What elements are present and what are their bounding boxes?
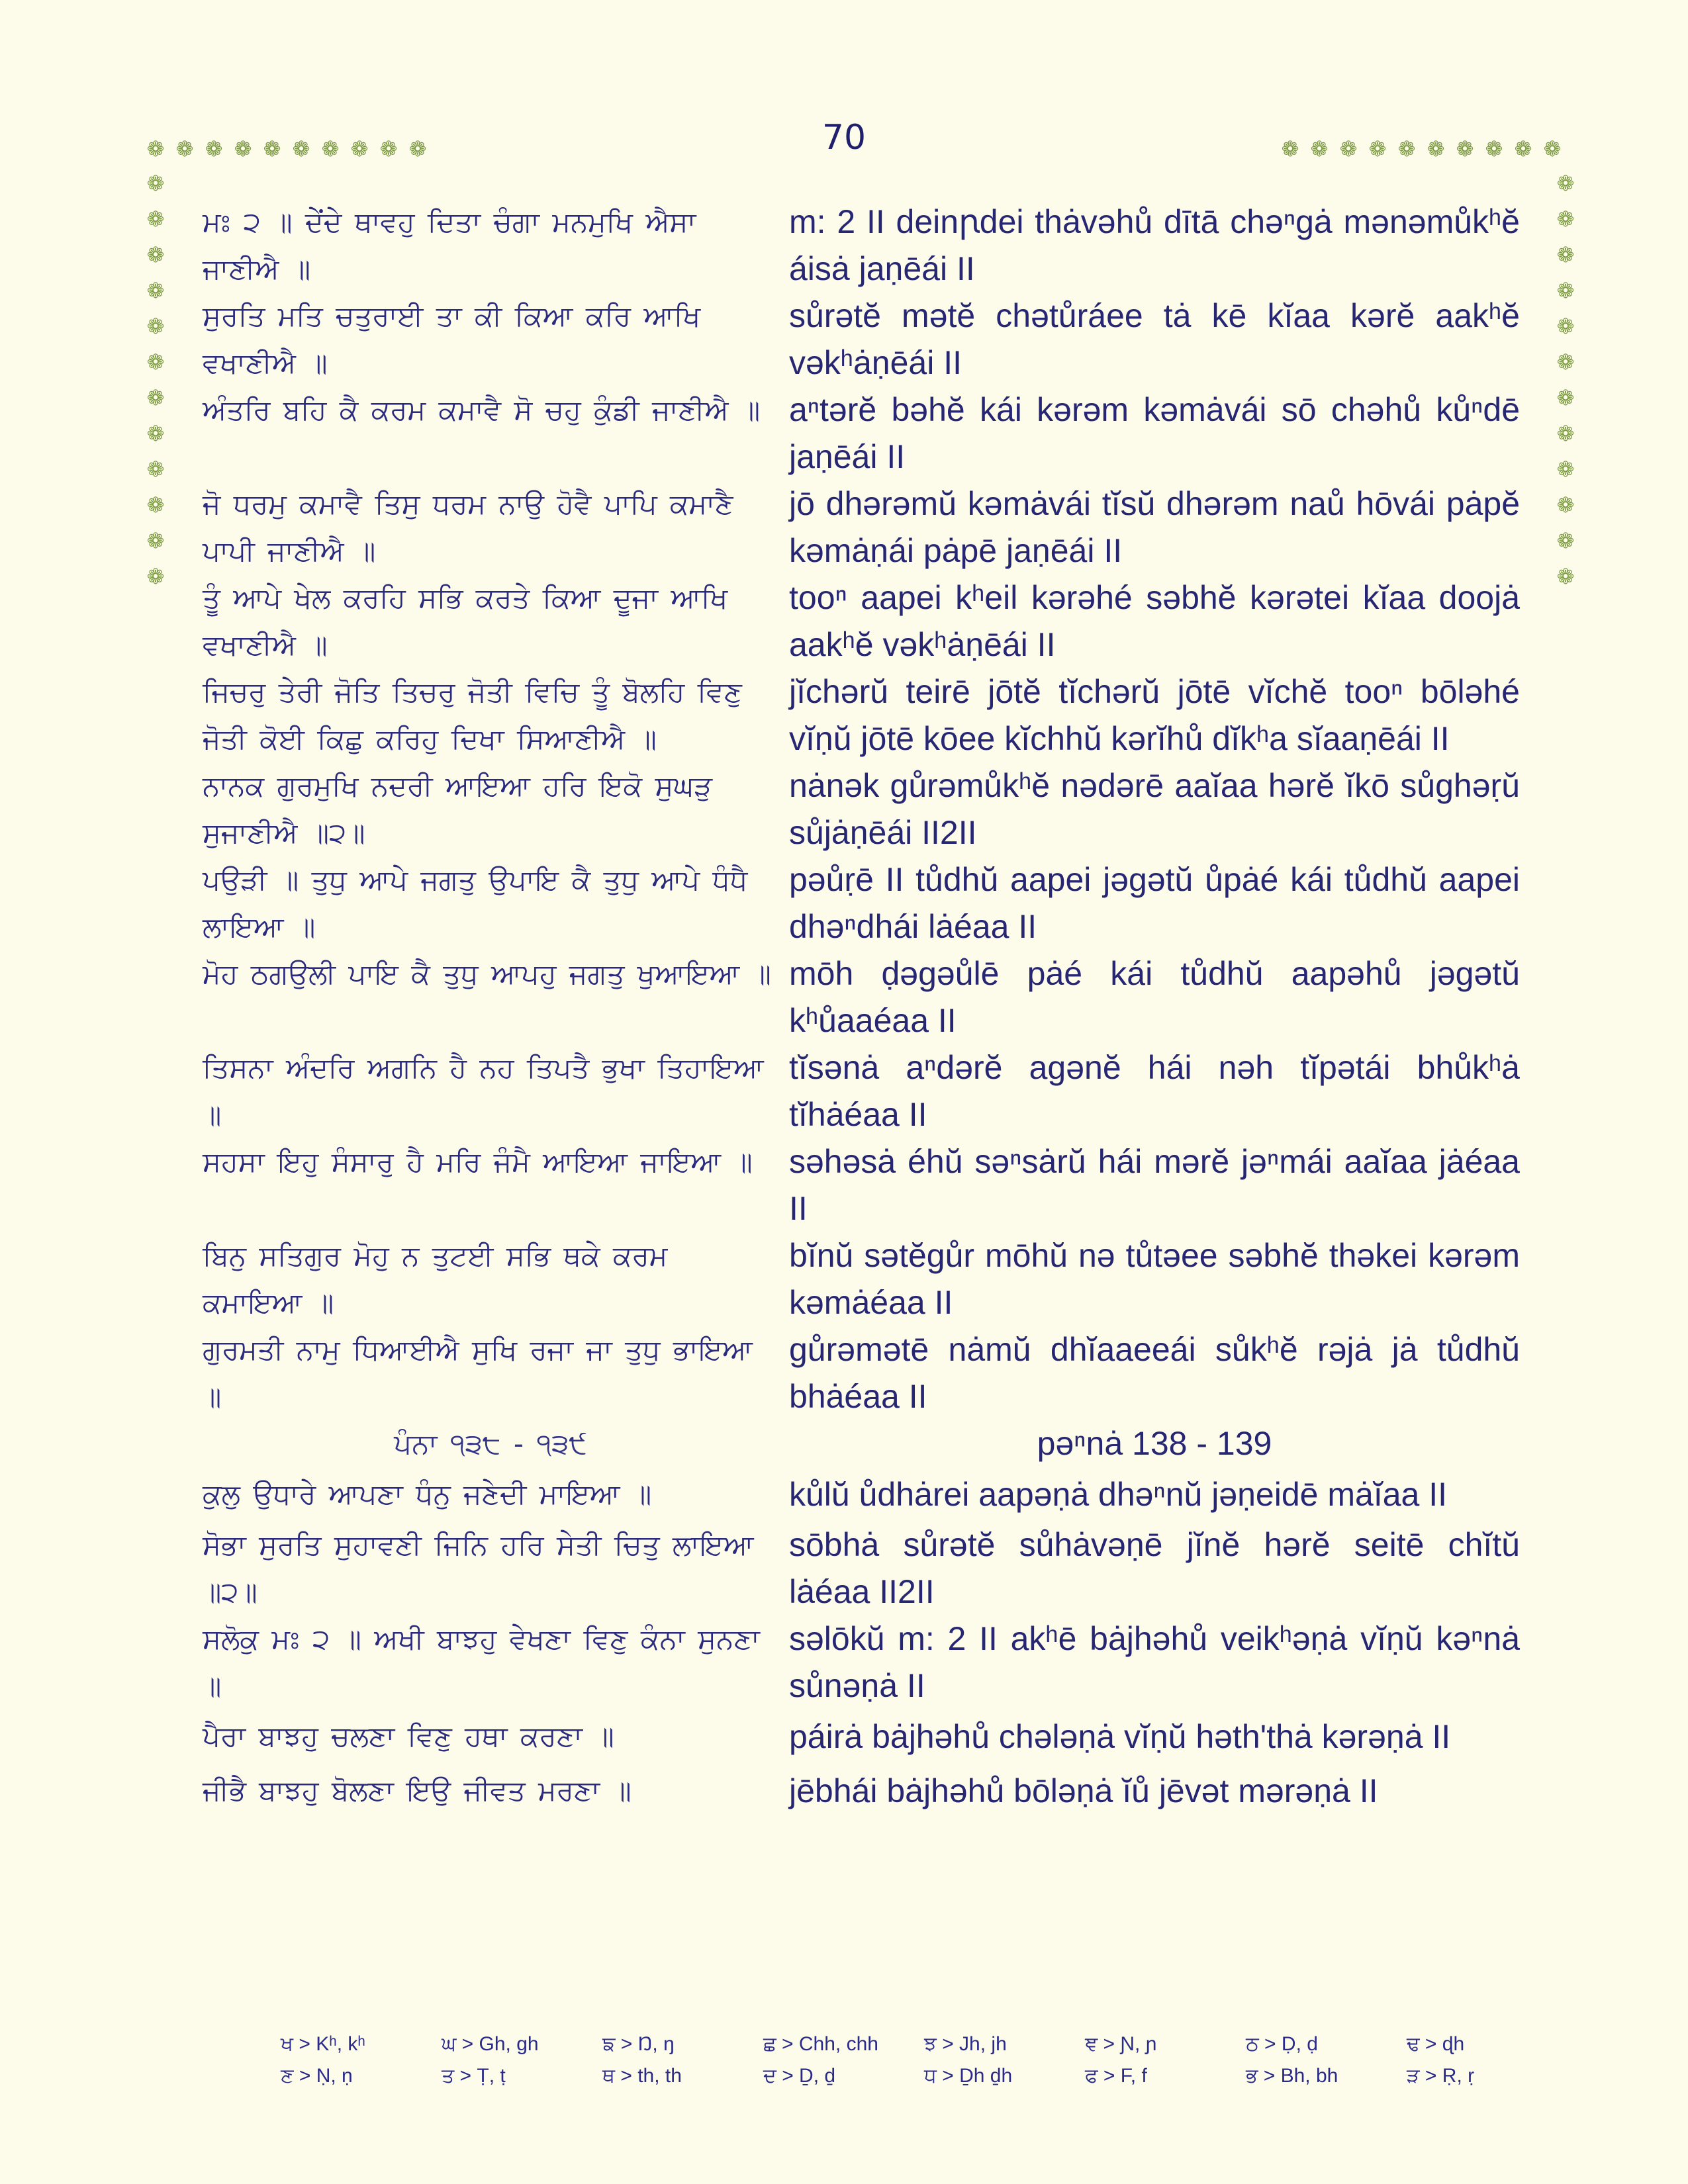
verse-row bbox=[203, 1709, 1520, 1764]
transliteration-text: m: 2 II deinꞃdei thȧvəhů dītā chəⁿgȧ mənəmůkʰĕ áisȧ jaṇēái II bbox=[789, 203, 1520, 287]
transliteration-text: jō dhərəmŭ kəmȧvái tĭsŭ dhərəm naů hōvái pȧpĕ kəmȧṇái pȧpē jaṇēái II bbox=[789, 485, 1520, 569]
verse-row bbox=[203, 387, 1520, 480]
gurmukhi-text: ਤੂੰ ਆਪੇ ਖੇਲ ਕਰਹਿ ਸਭਿ ਕਰਤੇ ਕਿਆ ਦੂਜਾ ਆਖਿ ਵਖਾਣੀਐ ॥ bbox=[203, 582, 728, 661]
transliteration-text: pəůṛē II tůdhŭ aapei jəgətŭ ůpȧé kái tůdhŭ aapei dhəⁿdhái lȧéaa II bbox=[789, 861, 1520, 945]
flower-ornament-icon: ❁ bbox=[146, 492, 165, 518]
flower-ornament-icon: ❁ bbox=[1556, 171, 1575, 196]
verse-table bbox=[203, 199, 1520, 1818]
gurmukhi-text: ਸੋਭਾ ਸੁਰਤਿ ਸੁਹਾਵਣੀ ਜਿਨਿ ਹਰਿ ਸੇਤੀ ਚਿਤੁ ਲਾਇਆ ॥੨॥ bbox=[203, 1529, 754, 1608]
transliteration-text: nȧnək gůrəmůkʰĕ nədərē aaĭaa hərĕ ĭkō sůghəṛŭ sůjȧṇēái II2II bbox=[789, 767, 1520, 851]
flower-ornament-icon: ❁ bbox=[1556, 457, 1575, 482]
flower-ornament-icon: ❁ bbox=[146, 136, 165, 161]
verse-row bbox=[203, 199, 1520, 293]
verse-row bbox=[203, 293, 1520, 387]
gurmukhi-text: ਮੋਹ ਠਗਉਲੀ ਪਾਇ ਕੈ ਤੁਧੁ ਆਪਹੁ ਜਗਤੁ ਖੁਆਇਆ ॥ bbox=[203, 958, 771, 990]
flower-ornament-icon: ❁ bbox=[1556, 492, 1575, 518]
legend-entry: ਘ > Gh, gh bbox=[442, 2033, 539, 2055]
verse-row bbox=[203, 856, 1520, 950]
gurmukhi-text: ਜਿਚਰੁ ਤੇਰੀ ਜੋਤਿ ਤਿਚਰੁ ਜੋਤੀ ਵਿਚਿ ਤੂੰ ਬੋਲਹਿ ਵਿਣੁ ਜੋਤੀ ਕੋਈ ਕਿਛੁ ਕਰਿਹੁ ਦਿਖਾ ਸਿਆਣੀਐ ॥ bbox=[203, 676, 742, 755]
flower-ornament-icon: ❁ bbox=[1310, 136, 1329, 161]
ornament-top-right bbox=[1279, 138, 1564, 164]
legend-entry: ਫ > F, f bbox=[1085, 2065, 1147, 2087]
legend-entry: ਦ > Ḏ, ḏ bbox=[763, 2065, 836, 2087]
ornament-left-column bbox=[144, 172, 167, 588]
gurmukhi-text: ਪੰਨਾ ੧੩੮ - ੧੩੯ bbox=[394, 1428, 587, 1460]
verse-row bbox=[203, 762, 1520, 856]
flower-ornament-icon: ❁ bbox=[1368, 136, 1387, 161]
flower-ornament-icon: ❁ bbox=[1556, 206, 1575, 232]
legend-entry: ਝ > Jh, jh bbox=[924, 2033, 1007, 2055]
flower-ornament-icon: ❁ bbox=[1339, 136, 1358, 161]
legend-entry: ਠ > Ḍ, ḍ bbox=[1246, 2033, 1318, 2055]
legend-entry: ਖ > Kʰ, kʰ bbox=[281, 2033, 365, 2055]
flower-ornament-icon: ❁ bbox=[146, 242, 165, 267]
gurmukhi-text: ਜੀਭੈ ਬਾਝਹੁ ਬੋਲਣਾ ਇਉ ਜੀਵਤ ਮਰਣਾ ॥ bbox=[203, 1774, 632, 1807]
flower-ornament-icon: ❁ bbox=[146, 206, 165, 232]
gurmukhi-text: ਪੈਰਾ ਬਾਝਹੁ ਚਲਣਾ ਵਿਣੁ ਹਥਾ ਕਰਣਾ ॥ bbox=[203, 1720, 614, 1752]
flower-ornament-icon: ❁ bbox=[146, 385, 165, 410]
flower-ornament-icon: ❁ bbox=[1485, 136, 1503, 161]
flower-ornament-icon: ❁ bbox=[321, 136, 340, 161]
flower-ornament-icon: ❁ bbox=[1556, 314, 1575, 339]
verse-row bbox=[203, 1615, 1520, 1709]
gurmukhi-text: ਤਿਸਨਾ ਅੰਦਰਿ ਅਗਨਿ ਹੈ ਨਹ ਤਿਪਤੈ ਭੁਖਾ ਤਿਹਾਇਆ ॥ bbox=[203, 1052, 764, 1131]
verse-row bbox=[203, 1764, 1520, 1818]
transliteration-text: jēbhái bȧjhəhů bōləṇȧ ĭů jēvət mərəṇȧ II bbox=[789, 1772, 1378, 1809]
transliteration-text: səlōkŭ m: 2 II akʰē bȧjhəhů veikʰəṇȧ vĭṇŭ kəⁿnȧ sůnəṇȧ II bbox=[789, 1620, 1520, 1704]
flower-ornament-icon: ❁ bbox=[1556, 278, 1575, 303]
flower-ornament-icon: ❁ bbox=[146, 564, 165, 589]
flower-ornament-icon: ❁ bbox=[146, 171, 165, 196]
flower-ornament-icon: ❁ bbox=[379, 136, 398, 161]
gurmukhi-text: ਨਾਨਕ ਗੁਰਮੁਖਿ ਨਦਰੀ ਆਇਆ ਹਰਿ ਇਕੋ ਸੁਘੜੁ ਸੁਜਾਣੀਐ ॥੨॥ bbox=[203, 770, 713, 849]
verse-row bbox=[203, 574, 1520, 668]
page-range-heading bbox=[203, 1420, 1520, 1467]
flower-ornament-icon: ❁ bbox=[292, 136, 310, 161]
flower-ornament-icon: ❁ bbox=[1556, 564, 1575, 589]
transliteration-text: tooⁿ aapei kʰeil kərəhé səbhĕ kərətei kĭaa doojȧ aakʰĕ vəkʰȧṇēái II bbox=[789, 579, 1520, 663]
flower-ornament-icon: ❁ bbox=[1514, 136, 1532, 161]
legend-entry: ਭ > Bh, bh bbox=[1246, 2065, 1338, 2087]
flower-ornament-icon: ❁ bbox=[234, 136, 252, 161]
verse-row bbox=[203, 1522, 1520, 1615]
legend-entry: ਣ > Ṇ, ṇ bbox=[281, 2065, 353, 2087]
legend-entry: ਧ > Ḏh ḏh bbox=[924, 2065, 1013, 2087]
transliteration-text: pəⁿnȧ 138 - 139 bbox=[1037, 1425, 1272, 1462]
transliteration-text: kůlŭ ůdhȧrei aapəṇȧ dhəⁿnŭ jəṇeidē mȧĭaa II bbox=[789, 1476, 1447, 1513]
transliteration-text: səhəsȧ éhŭ səⁿsȧrŭ hái mərĕ jəⁿmái aaĭaa jȧéaa II bbox=[789, 1143, 1520, 1227]
flower-ornament-icon: ❁ bbox=[146, 528, 165, 553]
flower-ornament-icon: ❁ bbox=[408, 136, 427, 161]
verse-row bbox=[203, 1232, 1520, 1326]
legend-entry: ਤ > Ṭ, ṭ bbox=[442, 2065, 506, 2087]
flower-ornament-icon: ❁ bbox=[1427, 136, 1445, 161]
gurmukhi-text: ਕੁਲੁ ਉਧਾਰੇ ਆਪਣਾ ਧੰਨੁ ਜਣੇਦੀ ਮਾਇਆ ॥ bbox=[203, 1478, 652, 1510]
transliteration-text: aⁿtərĕ bəhĕ kái kərəm kəmȧvái sō chəhů kůⁿdē jaṇēái II bbox=[789, 391, 1520, 475]
flower-ornament-icon: ❁ bbox=[146, 457, 165, 482]
flower-ornament-icon: ❁ bbox=[350, 136, 369, 161]
flower-ornament-icon: ❁ bbox=[146, 278, 165, 303]
legend-entry: ੜ > Ṛ, ṛ bbox=[1407, 2065, 1475, 2087]
flower-ornament-icon: ❁ bbox=[1556, 421, 1575, 446]
flower-ornament-icon: ❁ bbox=[205, 136, 223, 161]
transliteration-text: mōh ḍəgəůlē pȧé kái tůdhŭ aapəhů jəgətŭ kʰůaaéaa II bbox=[789, 955, 1520, 1039]
flower-ornament-icon: ❁ bbox=[1556, 349, 1575, 375]
legend-entry: ਢ > ɖh bbox=[1407, 2033, 1465, 2055]
verse-row bbox=[203, 1138, 1520, 1232]
flower-ornament-icon: ❁ bbox=[1556, 528, 1575, 553]
ornament-right-column bbox=[1554, 172, 1577, 588]
gurmukhi-text: ਸੁਰਤਿ ਮਤਿ ਚਤੁਰਾਈ ਤਾ ਕੀ ਕਿਆ ਕਰਿ ਆਖਿ ਵਖਾਣੀਐ ॥ bbox=[203, 300, 701, 379]
flower-ornament-icon: ❁ bbox=[1456, 136, 1474, 161]
flower-ornament-icon: ❁ bbox=[1556, 385, 1575, 410]
flower-ornament-icon: ❁ bbox=[1281, 136, 1299, 161]
gurmukhi-text: ਸਲੋਕੁ ਮਃ ੨ ॥ ਅਖੀ ਬਾਝਹੁ ਵੇਖਣਾ ਵਿਣੁ ਕੰਨਾ ਸੁਨਣਾ ॥ bbox=[203, 1623, 760, 1702]
legend-entry: ਞ > Ɲ, ɲ bbox=[1085, 2033, 1157, 2055]
gurmukhi-text: ਸਹਸਾ ਇਹੁ ਸੰਸਾਰੁ ਹੈ ਮਰਿ ਜੰਮੈ ਆਇਆ ਜਾਇਆ ॥ bbox=[203, 1146, 753, 1178]
flower-ornament-icon: ❁ bbox=[146, 421, 165, 446]
gurmukhi-text: ਜੋ ਧਰਮੁ ਕਮਾਵੈ ਤਿਸੁ ਧਰਮ ਨਾਉ ਹੋਵੈ ਪਾਪਿ ਕਮਾਣੈ ਪਾਪੀ ਜਾਣੀਐ ॥ bbox=[203, 488, 733, 567]
gurmukhi-text: ਅੰਤਰਿ ਬਹਿ ਕੈ ਕਰਮ ਕਮਾਵੈ ਸੋ ਚਹੁ ਕੁੰਡੀ ਜਾਣੀਐ ॥ bbox=[203, 394, 761, 426]
verse-row bbox=[203, 950, 1520, 1044]
transliteration-text: páirȧ bȧjhəhů chələṇȧ vĭṇŭ həth'thȧ kərəṇȧ II bbox=[789, 1718, 1451, 1755]
verse-row bbox=[203, 1044, 1520, 1138]
verse-row bbox=[203, 1467, 1520, 1522]
transliteration-text: bĭnŭ sətĕgůr mōhŭ nə tůtəee səbhĕ thəkei kərəm kəmȧéaa II bbox=[789, 1237, 1520, 1321]
transliteration-legend bbox=[281, 2033, 1568, 2087]
legend-entry: ਛ > Chh, chh bbox=[763, 2033, 878, 2055]
verse-row bbox=[203, 1326, 1520, 1420]
flower-ornament-icon: ❁ bbox=[1397, 136, 1416, 161]
transliteration-text: jĭchərŭ teirē jōtĕ tĭchərŭ jōtē vĭchĕ tooⁿ bōləhé vĭṇŭ jōtē kōee kĭchhŭ kərĭhů dĭkʰa sĭaaṇēái II bbox=[789, 673, 1520, 757]
flower-ornament-icon: ❁ bbox=[263, 136, 281, 161]
verse-row bbox=[203, 480, 1520, 574]
gurmukhi-text: ਪਉੜੀ ॥ ਤੁਧੁ ਆਪੇ ਜਗਤੁ ਉਪਾਇ ਕੈ ਤੁਧੁ ਆਪੇ ਧੰਧੈ ਲਾਇਆ ॥ bbox=[203, 864, 748, 943]
flower-ornament-icon: ❁ bbox=[146, 349, 165, 375]
legend-entry: ਥ > th, th bbox=[602, 2065, 682, 2087]
gurmukhi-text: ਮਃ ੨ ॥ ਦੇਂਦੇ ਥਾਵਹੁ ਦਿਤਾ ਚੰਗਾ ਮਨਮੁਖਿ ਐਸਾ ਜਾਣੀਐ ॥ bbox=[203, 206, 696, 285]
flower-ornament-icon: ❁ bbox=[1556, 242, 1575, 267]
gurmukhi-text: ਗੁਰਮਤੀ ਨਾਮੁ ਧਿਆਈਐ ਸੁਖਿ ਰਜਾ ਜਾ ਤੁਧੁ ਭਾਇਆ ॥ bbox=[203, 1334, 753, 1413]
transliteration-text: sůrətĕ mətĕ chətůráee tȧ kē kĭaa kərĕ aakʰĕ vəkʰȧṇēái II bbox=[789, 297, 1520, 381]
transliteration-text: tĭsənȧ aⁿdərĕ agənĕ hái nəh tĭpətái bhůkʰȧ tĭhȧéaa II bbox=[789, 1049, 1520, 1133]
transliteration-text: gůrəmətē nȧmŭ dhĭaaeeái sůkʰĕ rəjȧ jȧ tůdhŭ bhȧéaa II bbox=[789, 1331, 1520, 1415]
page-number: 70 bbox=[821, 118, 867, 158]
gurmukhi-text: ਬਿਨੁ ਸਤਿਗੁਰ ਮੋਹੁ ਨ ਤੁਟਈ ਸਭਿ ਥਕੇ ਕਰਮ ਕਮਾਇਆ ॥ bbox=[203, 1240, 668, 1319]
flower-ornament-icon: ❁ bbox=[1543, 136, 1562, 161]
flower-ornament-icon: ❁ bbox=[175, 136, 194, 161]
transliteration-text: sōbhȧ sůrətĕ sůhȧvəṇē jĭnĕ hərĕ seitē chĭtŭ lȧéaa II2II bbox=[789, 1526, 1520, 1610]
legend-entry: ਙ > Ŋ, ŋ bbox=[602, 2033, 675, 2055]
flower-ornament-icon: ❁ bbox=[146, 314, 165, 339]
verse-row bbox=[203, 668, 1520, 762]
ornament-top-left bbox=[144, 138, 429, 164]
